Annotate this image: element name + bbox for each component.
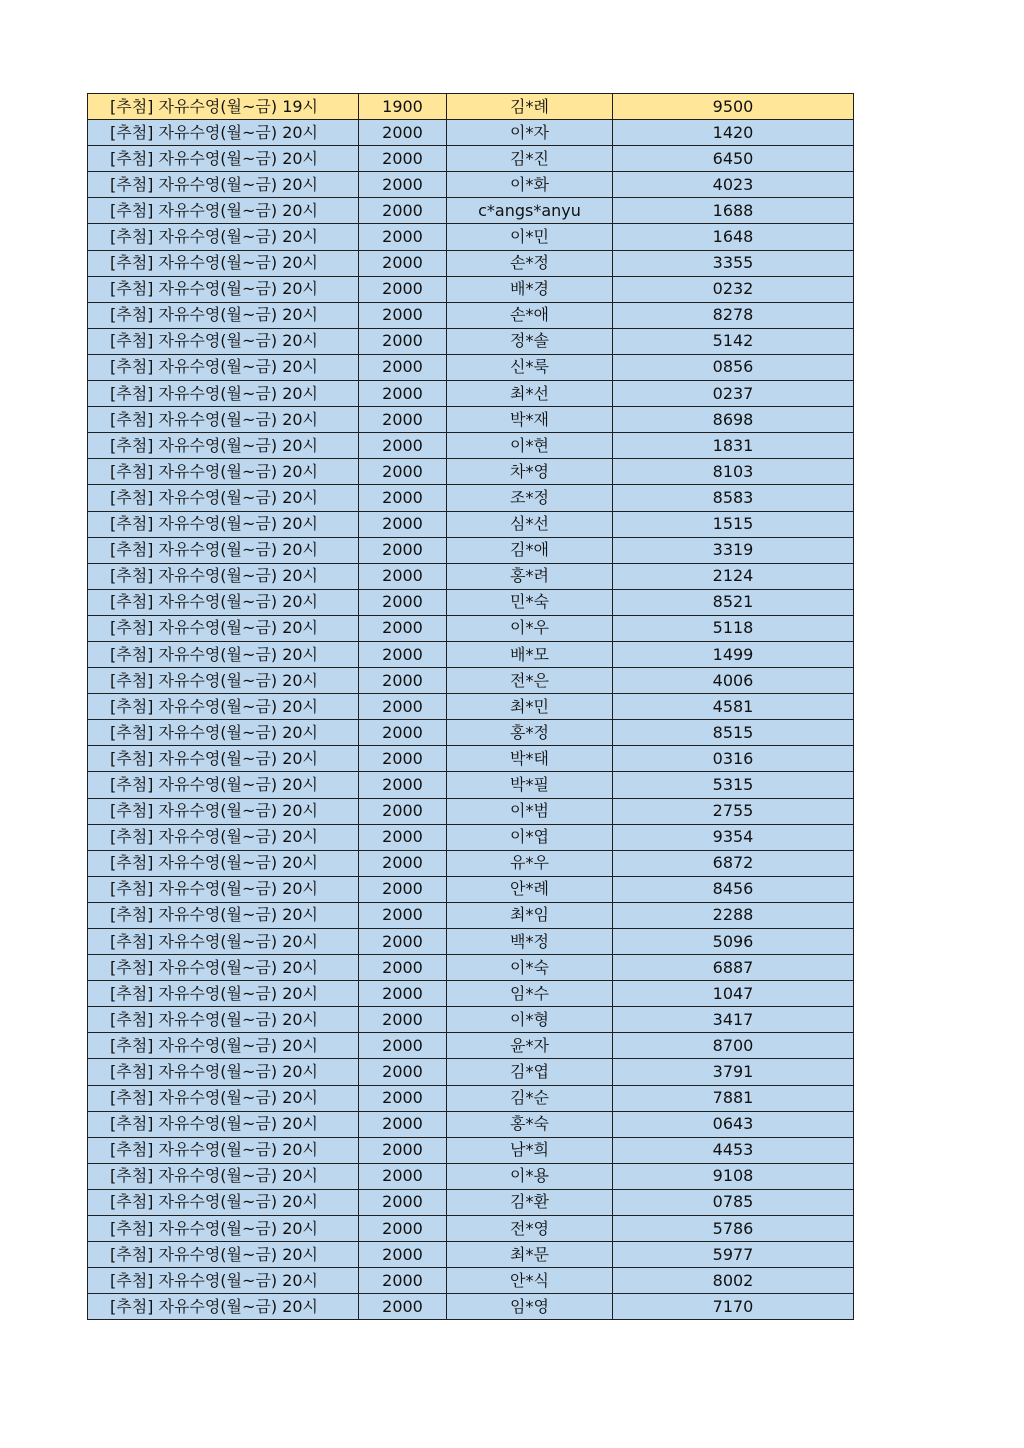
name-cell: 이*화	[447, 172, 613, 198]
table-row	[88, 198, 854, 224]
table-row	[88, 563, 854, 589]
program-cell: [추첨] 자유수영(월~금) 20시	[88, 276, 359, 302]
time-cell: 2000	[359, 668, 447, 694]
time-cell: 2000	[359, 641, 447, 667]
number-cell: 6887	[613, 955, 854, 981]
number-cell: 0237	[613, 381, 854, 407]
name-cell: 박*재	[447, 407, 613, 433]
time-cell: 2000	[359, 511, 447, 537]
time-cell: 2000	[359, 1085, 447, 1111]
number-cell: 9500	[613, 94, 854, 120]
number-cell: 9354	[613, 824, 854, 850]
table-row	[88, 172, 854, 198]
name-cell: 정*솔	[447, 328, 613, 354]
name-cell: 임*영	[447, 1294, 613, 1320]
program-cell: [추첨] 자유수영(월~금) 20시	[88, 381, 359, 407]
number-cell: 8278	[613, 302, 854, 328]
time-cell: 2000	[359, 589, 447, 615]
table-row	[88, 1007, 854, 1033]
table-body	[88, 94, 854, 1320]
time-cell: 2000	[359, 694, 447, 720]
name-cell: 최*임	[447, 902, 613, 928]
name-cell: 이*현	[447, 433, 613, 459]
name-cell: 차*영	[447, 459, 613, 485]
time-cell: 2000	[359, 1242, 447, 1268]
program-cell: [추첨] 자유수영(월~금) 20시	[88, 302, 359, 328]
number-cell: 1515	[613, 511, 854, 537]
table-row	[88, 511, 854, 537]
number-cell: 1688	[613, 198, 854, 224]
name-cell: 김*례	[447, 94, 613, 120]
program-cell: [추첨] 자유수영(월~금) 20시	[88, 902, 359, 928]
number-cell: 4581	[613, 694, 854, 720]
program-cell: [추첨] 자유수영(월~금) 20시	[88, 772, 359, 798]
table-row	[88, 772, 854, 798]
program-cell: [추첨] 자유수영(월~금) 20시	[88, 1007, 359, 1033]
time-cell: 2000	[359, 824, 447, 850]
time-cell: 2000	[359, 120, 447, 146]
table-row	[88, 485, 854, 511]
name-cell: 홍*려	[447, 563, 613, 589]
time-cell: 2000	[359, 850, 447, 876]
name-cell: 남*희	[447, 1137, 613, 1163]
table-row	[88, 1137, 854, 1163]
table-row	[88, 641, 854, 667]
number-cell: 8103	[613, 459, 854, 485]
program-cell: [추첨] 자유수영(월~금) 20시	[88, 120, 359, 146]
time-cell: 2000	[359, 1189, 447, 1215]
table-row	[88, 615, 854, 641]
number-cell: 3417	[613, 1007, 854, 1033]
program-cell: [추첨] 자유수영(월~금) 20시	[88, 146, 359, 172]
name-cell: 홍*정	[447, 720, 613, 746]
table-row	[88, 146, 854, 172]
number-cell: 3319	[613, 537, 854, 563]
number-cell: 5786	[613, 1216, 854, 1242]
program-cell: [추첨] 자유수영(월~금) 20시	[88, 929, 359, 955]
name-cell: 배*모	[447, 641, 613, 667]
name-cell: 이*우	[447, 615, 613, 641]
number-cell: 9108	[613, 1163, 854, 1189]
program-cell: [추첨] 자유수영(월~금) 20시	[88, 511, 359, 537]
name-cell: 홍*숙	[447, 1111, 613, 1137]
time-cell: 2000	[359, 198, 447, 224]
name-cell: 손*애	[447, 302, 613, 328]
number-cell: 3791	[613, 1059, 854, 1085]
program-cell: [추첨] 자유수영(월~금) 20시	[88, 1216, 359, 1242]
time-cell: 2000	[359, 328, 447, 354]
table-row	[88, 1085, 854, 1111]
name-cell: 박*필	[447, 772, 613, 798]
table-row	[88, 798, 854, 824]
time-cell: 2000	[359, 1059, 447, 1085]
program-cell: [추첨] 자유수영(월~금) 20시	[88, 224, 359, 250]
table-row	[88, 250, 854, 276]
name-cell: 이*형	[447, 1007, 613, 1033]
number-cell: 8583	[613, 485, 854, 511]
time-cell: 2000	[359, 407, 447, 433]
time-cell: 2000	[359, 250, 447, 276]
program-cell: [추첨] 자유수영(월~금) 20시	[88, 1294, 359, 1320]
number-cell: 5118	[613, 615, 854, 641]
time-cell: 2000	[359, 1216, 447, 1242]
table-row	[88, 902, 854, 928]
number-cell: 1499	[613, 641, 854, 667]
table-row	[88, 589, 854, 615]
program-cell: [추첨] 자유수영(월~금) 20시	[88, 433, 359, 459]
number-cell: 5977	[613, 1242, 854, 1268]
name-cell: c*angs*anyu	[447, 198, 613, 224]
program-cell: [추첨] 자유수영(월~금) 20시	[88, 328, 359, 354]
number-cell: 2124	[613, 563, 854, 589]
table-row	[88, 120, 854, 146]
time-cell: 2000	[359, 902, 447, 928]
table-row	[88, 876, 854, 902]
name-cell: 백*정	[447, 929, 613, 955]
table-row	[88, 1294, 854, 1320]
time-cell: 2000	[359, 876, 447, 902]
number-cell: 5142	[613, 328, 854, 354]
program-cell: [추첨] 자유수영(월~금) 20시	[88, 641, 359, 667]
table-row	[88, 929, 854, 955]
table-row	[88, 459, 854, 485]
time-cell: 2000	[359, 381, 447, 407]
number-cell: 1831	[613, 433, 854, 459]
time-cell: 2000	[359, 981, 447, 1007]
table-row	[88, 746, 854, 772]
time-cell: 2000	[359, 615, 447, 641]
time-cell: 2000	[359, 224, 447, 250]
time-cell: 2000	[359, 537, 447, 563]
program-cell: [추첨] 자유수영(월~금) 20시	[88, 537, 359, 563]
table-row	[88, 94, 854, 120]
number-cell: 1648	[613, 224, 854, 250]
program-cell: [추첨] 자유수영(월~금) 20시	[88, 876, 359, 902]
time-cell: 2000	[359, 354, 447, 380]
program-cell: [추첨] 자유수영(월~금) 20시	[88, 1189, 359, 1215]
table-row	[88, 1216, 854, 1242]
name-cell: 안*례	[447, 876, 613, 902]
number-cell: 6872	[613, 850, 854, 876]
number-cell: 0316	[613, 746, 854, 772]
name-cell: 임*수	[447, 981, 613, 1007]
program-cell: [추첨] 자유수영(월~금) 20시	[88, 1111, 359, 1137]
program-cell: [추첨] 자유수영(월~금) 20시	[88, 589, 359, 615]
name-cell: 안*식	[447, 1268, 613, 1294]
program-cell: [추첨] 자유수영(월~금) 20시	[88, 1242, 359, 1268]
number-cell: 0643	[613, 1111, 854, 1137]
name-cell: 민*숙	[447, 589, 613, 615]
table-row	[88, 1059, 854, 1085]
program-cell: [추첨] 자유수영(월~금) 20시	[88, 407, 359, 433]
program-cell: [추첨] 자유수영(월~금) 20시	[88, 668, 359, 694]
name-cell: 이*자	[447, 120, 613, 146]
program-cell: [추첨] 자유수영(월~금) 20시	[88, 1137, 359, 1163]
time-cell: 2000	[359, 302, 447, 328]
time-cell: 2000	[359, 955, 447, 981]
number-cell: 1047	[613, 981, 854, 1007]
number-cell: 4023	[613, 172, 854, 198]
name-cell: 김*진	[447, 146, 613, 172]
number-cell: 8698	[613, 407, 854, 433]
time-cell: 2000	[359, 485, 447, 511]
time-cell: 2000	[359, 146, 447, 172]
program-cell: [추첨] 자유수영(월~금) 20시	[88, 1163, 359, 1189]
time-cell: 2000	[359, 746, 447, 772]
number-cell: 8515	[613, 720, 854, 746]
time-cell: 2000	[359, 433, 447, 459]
number-cell: 2755	[613, 798, 854, 824]
name-cell: 김*엽	[447, 1059, 613, 1085]
program-cell: [추첨] 자유수영(월~금) 20시	[88, 955, 359, 981]
number-cell: 8456	[613, 876, 854, 902]
time-cell: 2000	[359, 772, 447, 798]
time-cell: 1900	[359, 94, 447, 120]
number-cell: 4006	[613, 668, 854, 694]
table-row	[88, 1163, 854, 1189]
program-cell: [추첨] 자유수영(월~금) 20시	[88, 1033, 359, 1059]
table-row	[88, 694, 854, 720]
number-cell: 5315	[613, 772, 854, 798]
time-cell: 2000	[359, 1111, 447, 1137]
name-cell: 이*숙	[447, 955, 613, 981]
table-row	[88, 354, 854, 380]
program-cell: [추첨] 자유수영(월~금) 20시	[88, 720, 359, 746]
name-cell: 이*민	[447, 224, 613, 250]
program-cell: [추첨] 자유수영(월~금) 20시	[88, 798, 359, 824]
name-cell: 최*문	[447, 1242, 613, 1268]
time-cell: 2000	[359, 172, 447, 198]
time-cell: 2000	[359, 1033, 447, 1059]
name-cell: 손*정	[447, 250, 613, 276]
table-row	[88, 224, 854, 250]
program-cell: [추첨] 자유수영(월~금) 20시	[88, 850, 359, 876]
time-cell: 2000	[359, 1007, 447, 1033]
time-cell: 2000	[359, 1268, 447, 1294]
name-cell: 김*순	[447, 1085, 613, 1111]
name-cell: 이*용	[447, 1163, 613, 1189]
name-cell: 이*범	[447, 798, 613, 824]
program-cell: [추첨] 자유수영(월~금) 20시	[88, 250, 359, 276]
name-cell: 신*룩	[447, 354, 613, 380]
name-cell: 이*엽	[447, 824, 613, 850]
name-cell: 박*태	[447, 746, 613, 772]
time-cell: 2000	[359, 1163, 447, 1189]
lottery-results-table	[87, 93, 854, 1320]
number-cell: 0232	[613, 276, 854, 302]
program-cell: [추첨] 자유수영(월~금) 20시	[88, 198, 359, 224]
program-cell: [추첨] 자유수영(월~금) 20시	[88, 981, 359, 1007]
time-cell: 2000	[359, 798, 447, 824]
time-cell: 2000	[359, 563, 447, 589]
name-cell: 김*애	[447, 537, 613, 563]
time-cell: 2000	[359, 1294, 447, 1320]
table-row	[88, 537, 854, 563]
time-cell: 2000	[359, 1137, 447, 1163]
table-row	[88, 1189, 854, 1215]
number-cell: 7170	[613, 1294, 854, 1320]
program-cell: [추첨] 자유수영(월~금) 20시	[88, 459, 359, 485]
program-cell: [추첨] 자유수영(월~금) 20시	[88, 1268, 359, 1294]
table-row	[88, 981, 854, 1007]
number-cell: 0856	[613, 354, 854, 380]
program-cell: [추첨] 자유수영(월~금) 20시	[88, 615, 359, 641]
table-row	[88, 1242, 854, 1268]
table-row	[88, 276, 854, 302]
table-row	[88, 668, 854, 694]
table-row	[88, 850, 854, 876]
number-cell: 4453	[613, 1137, 854, 1163]
table-row	[88, 1033, 854, 1059]
time-cell: 2000	[359, 929, 447, 955]
number-cell: 2288	[613, 902, 854, 928]
table-row	[88, 1111, 854, 1137]
number-cell: 8521	[613, 589, 854, 615]
name-cell: 유*우	[447, 850, 613, 876]
program-cell: [추첨] 자유수영(월~금) 20시	[88, 1059, 359, 1085]
time-cell: 2000	[359, 459, 447, 485]
program-cell: [추첨] 자유수영(월~금) 19시	[88, 94, 359, 120]
table-row	[88, 302, 854, 328]
table-row	[88, 1268, 854, 1294]
name-cell: 윤*자	[447, 1033, 613, 1059]
table-row	[88, 955, 854, 981]
number-cell: 7881	[613, 1085, 854, 1111]
program-cell: [추첨] 자유수영(월~금) 20시	[88, 485, 359, 511]
number-cell: 8002	[613, 1268, 854, 1294]
table-row	[88, 720, 854, 746]
program-cell: [추첨] 자유수영(월~금) 20시	[88, 746, 359, 772]
name-cell: 조*정	[447, 485, 613, 511]
program-cell: [추첨] 자유수영(월~금) 20시	[88, 694, 359, 720]
number-cell: 6450	[613, 146, 854, 172]
table-row	[88, 433, 854, 459]
time-cell: 2000	[359, 720, 447, 746]
name-cell: 김*환	[447, 1189, 613, 1215]
number-cell: 0785	[613, 1189, 854, 1215]
program-cell: [추첨] 자유수영(월~금) 20시	[88, 354, 359, 380]
table-row	[88, 381, 854, 407]
time-cell: 2000	[359, 276, 447, 302]
name-cell: 심*선	[447, 511, 613, 537]
name-cell: 전*영	[447, 1216, 613, 1242]
table-row	[88, 407, 854, 433]
program-cell: [추첨] 자유수영(월~금) 20시	[88, 563, 359, 589]
number-cell: 8700	[613, 1033, 854, 1059]
name-cell: 배*경	[447, 276, 613, 302]
number-cell: 3355	[613, 250, 854, 276]
name-cell: 최*선	[447, 381, 613, 407]
name-cell: 최*민	[447, 694, 613, 720]
name-cell: 전*은	[447, 668, 613, 694]
program-cell: [추첨] 자유수영(월~금) 20시	[88, 1085, 359, 1111]
table-row	[88, 824, 854, 850]
program-cell: [추첨] 자유수영(월~금) 20시	[88, 824, 359, 850]
program-cell: [추첨] 자유수영(월~금) 20시	[88, 172, 359, 198]
table-row	[88, 328, 854, 354]
number-cell: 5096	[613, 929, 854, 955]
number-cell: 1420	[613, 120, 854, 146]
